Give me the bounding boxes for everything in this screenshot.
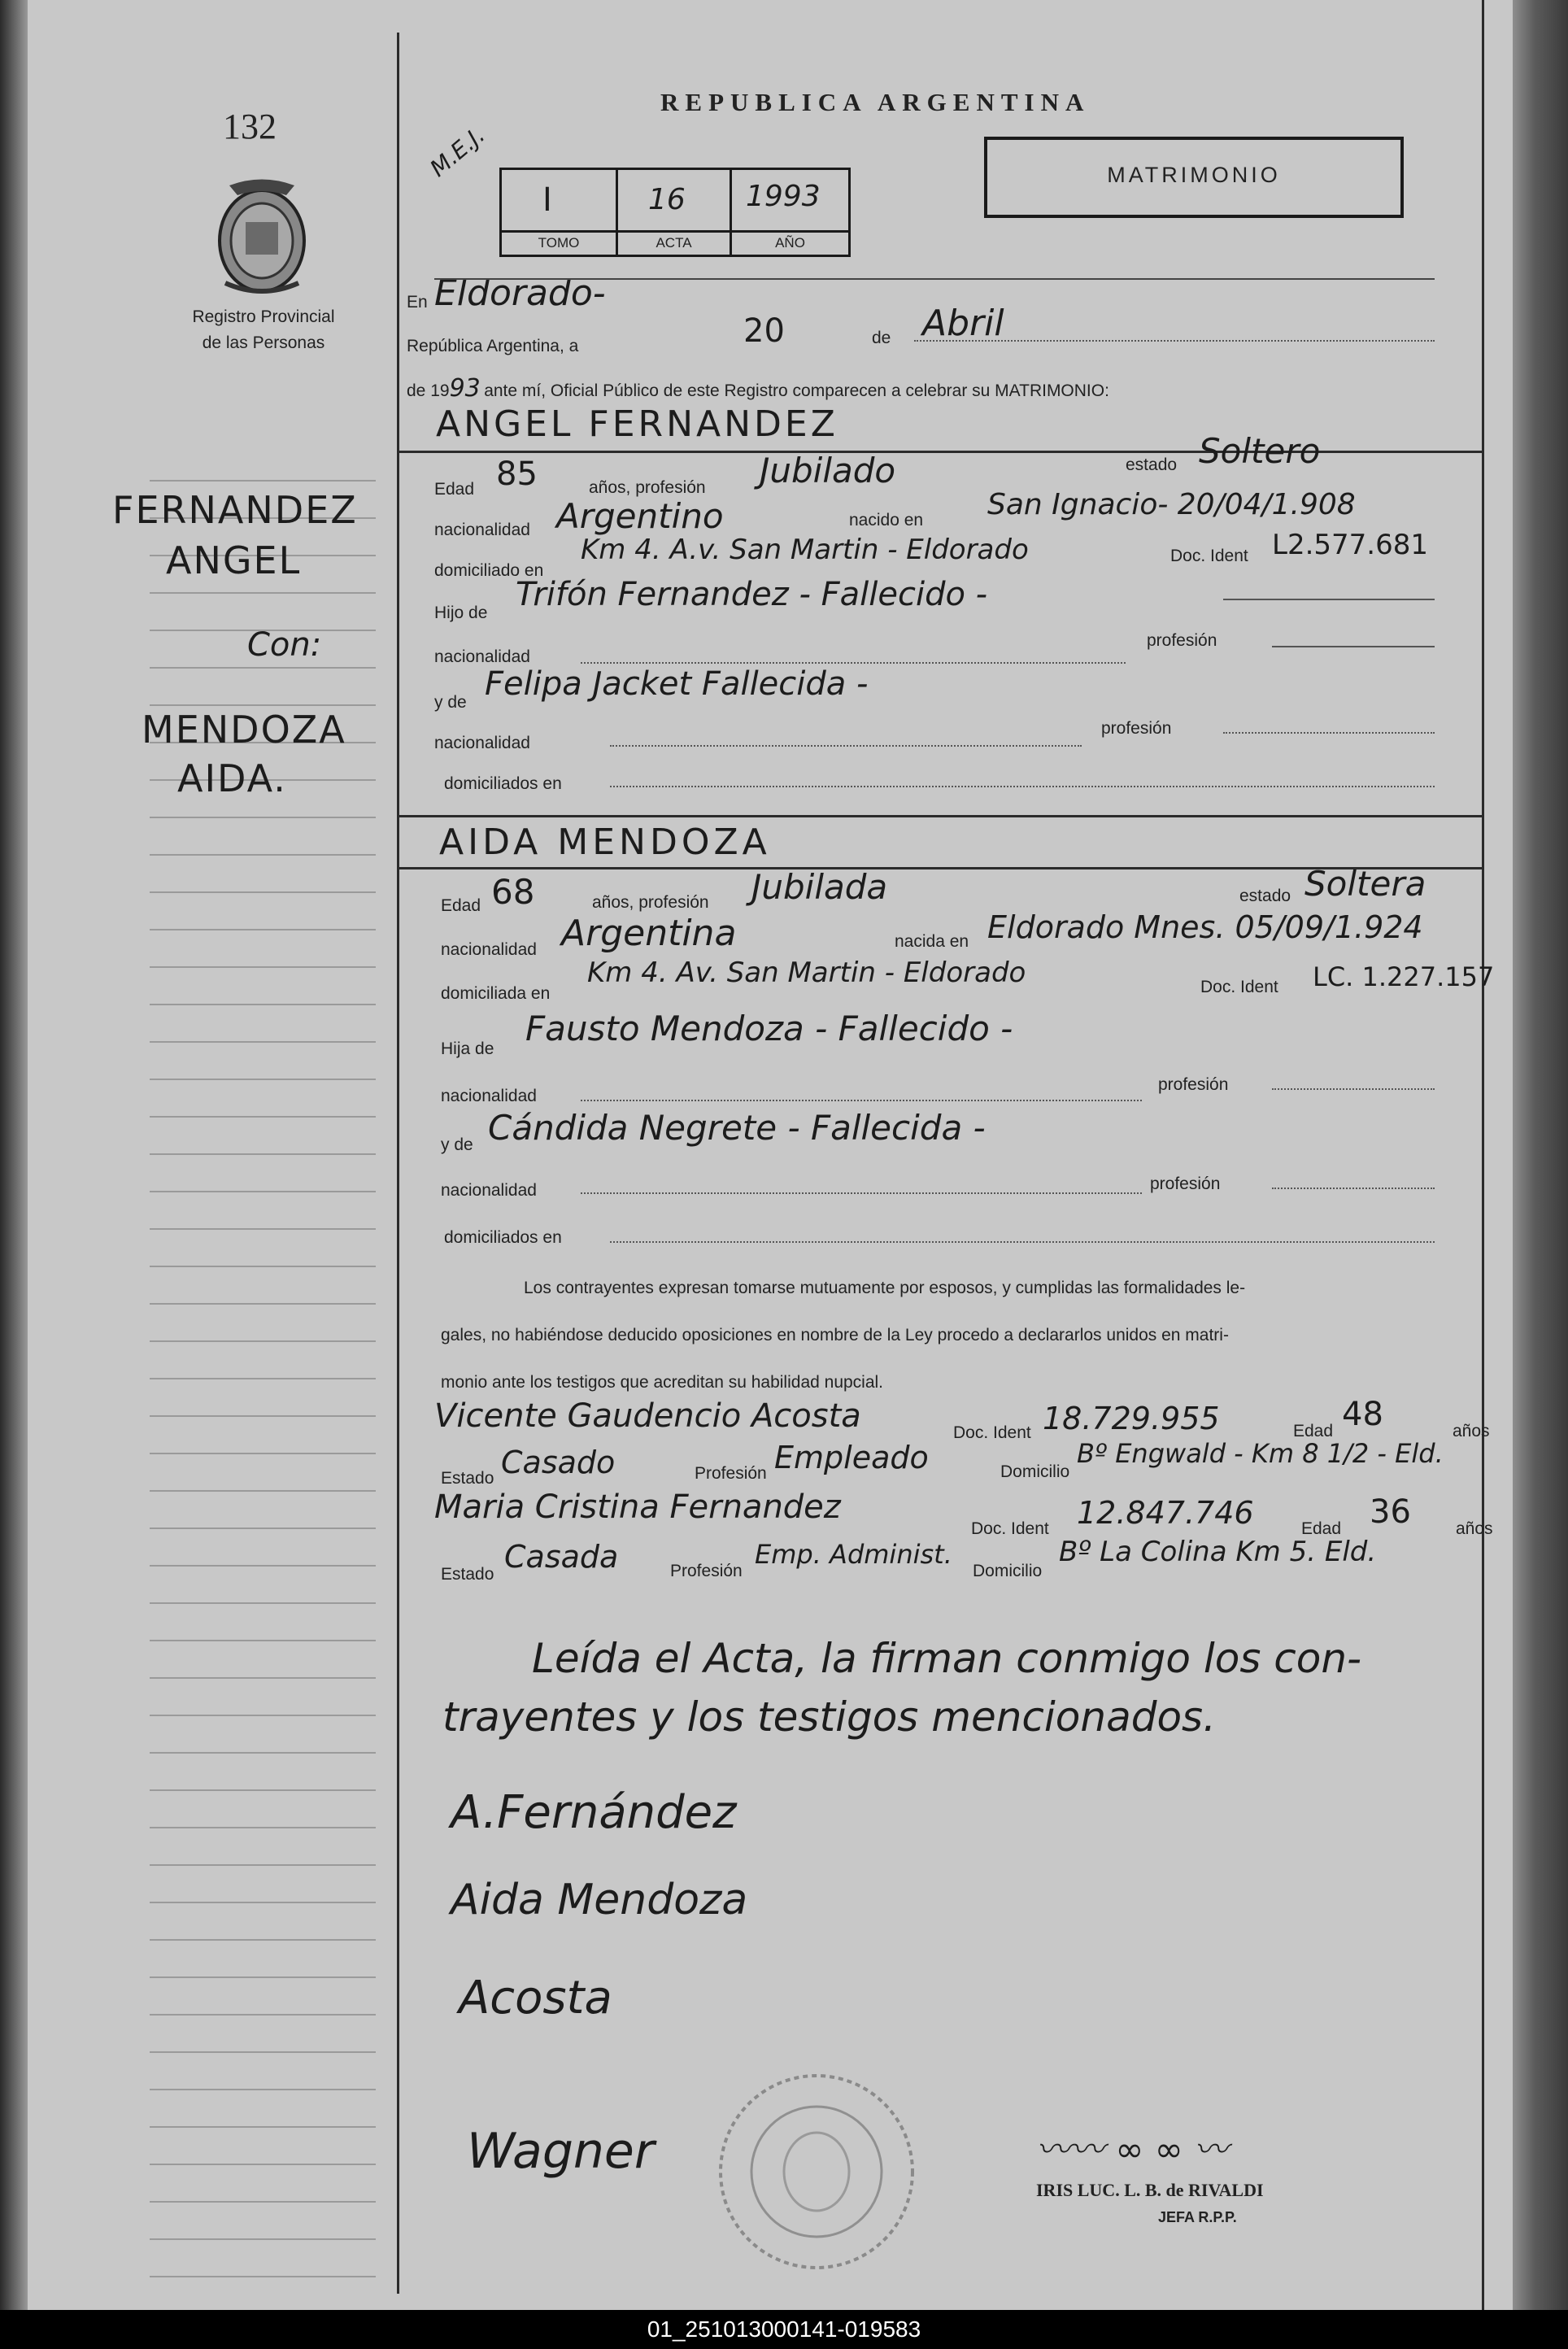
margin-rule-line	[150, 1303, 376, 1305]
groom-prof2-line	[1223, 732, 1435, 734]
margin-rule-line	[150, 1752, 376, 1754]
groom-nac-line	[581, 662, 1126, 664]
groom-profesion-value: Jubilado	[760, 451, 896, 490]
groom-nac2-label: nacionalidad	[434, 734, 530, 752]
declaration-line-1: Los contrayentes expresan tomarse mutuamente por esposos, y cumplidas las formalidades le-	[524, 1279, 1246, 1297]
witness2-profesion-value: Emp. Administ.	[755, 1539, 952, 1570]
margin-rule-line	[150, 2014, 376, 2016]
margin-rule-line	[150, 1976, 376, 1978]
witness1-edad-value: 48	[1342, 1396, 1383, 1433]
closing-line-1: Leída el Acta, la firman conmigo los con-	[532, 1635, 1362, 1682]
intro-line	[407, 374, 1109, 403]
country-title: REPUBLICA ARGENTINA	[660, 88, 1091, 116]
groom-nacido-value: San Ignacio- 20/04/1.908	[987, 488, 1356, 521]
margin-border-line	[397, 33, 399, 2294]
bride-prof2-label: profesión	[1150, 1174, 1221, 1193]
groom-profesion-label: años, profesión	[589, 478, 706, 497]
margin-rule-line	[150, 1041, 376, 1043]
witness2-domicilio-value: Bº La Colina Km 5. Eld.	[1059, 1536, 1377, 1568]
groom-estado-value: Soltero	[1199, 431, 1321, 471]
witness2-profesion-label: Profesión	[670, 1562, 743, 1580]
bride-domiciliada-label: domiciliada en	[441, 984, 551, 1003]
month-line	[914, 340, 1435, 342]
groom-domiciliados-line	[610, 786, 1435, 787]
bride-top-rule	[399, 815, 1482, 817]
margin-con: Con:	[247, 626, 322, 664]
margin-rule-line	[150, 1715, 376, 1716]
groom-padre-value: Trifón Fernandez - Fallecido -	[516, 576, 988, 613]
witness1-profesion-label: Profesión	[695, 1464, 767, 1483]
margin-rule-line	[150, 1827, 376, 1828]
registry-line-2: de las Personas	[202, 333, 325, 352]
witness2-anos-label: años	[1456, 1519, 1493, 1538]
groom-prof-line	[1272, 646, 1435, 647]
bride-prof-line	[1272, 1088, 1435, 1090]
margin-rule-line	[150, 1677, 376, 1679]
witness1-estado-value: Casado	[501, 1445, 616, 1480]
margin-rule-line	[150, 2276, 376, 2277]
margin-rule-line	[150, 1153, 376, 1155]
groom-nac-label: nacionalidad	[434, 647, 530, 666]
margin-groom-name: ANGEL	[166, 538, 302, 582]
margin-rule-line	[150, 1902, 376, 1903]
bride-hija-label: Hija de	[441, 1039, 494, 1058]
margin-rule-line	[150, 929, 376, 930]
bride-nac2-label: nacionalidad	[441, 1181, 537, 1200]
bride-nacionalidad-value: Argentina	[561, 913, 737, 954]
acta-label: ACTA	[656, 235, 692, 251]
groom-nac2-line	[610, 745, 1082, 747]
margin-rule-line	[150, 891, 376, 893]
witness1-edad-label: Edad	[1293, 1422, 1334, 1440]
witness1-domicilio-label: Domicilio	[1000, 1462, 1070, 1481]
bride-y-de-label: y de	[441, 1135, 473, 1154]
witness2-estado-label: Estado	[441, 1565, 494, 1584]
acta-value: 16	[648, 183, 686, 216]
year-suffix: 93	[449, 374, 481, 403]
groom-prof-label: profesión	[1147, 631, 1217, 650]
margin-rule-line	[150, 966, 376, 968]
day-value: 20	[743, 312, 785, 350]
closing-line-2: trayentes y los testigos mencionados.	[442, 1693, 1216, 1741]
groom-estado-label: estado	[1126, 455, 1178, 474]
place-line	[434, 278, 1435, 280]
official-stamp-title: JEFA R.P.P.	[1158, 2209, 1237, 2225]
margin-rule-line	[150, 704, 376, 706]
groom-doc-label: Doc. Ident	[1170, 547, 1248, 565]
margin-rule-line	[150, 1116, 376, 1118]
record-type-label: MATRIMONIO	[1107, 163, 1281, 187]
witness2-edad-value: 36	[1370, 1493, 1411, 1531]
margin-rule-line	[150, 1640, 376, 1641]
de-label: de	[872, 329, 891, 347]
margin-rule-line	[150, 592, 376, 594]
republica-label: República Argentina, a	[407, 337, 579, 355]
bride-nac-line	[581, 1100, 1142, 1101]
month-value: Abril	[922, 303, 1004, 344]
en-label: En	[407, 293, 428, 312]
witness1-profesion-value: Empleado	[774, 1440, 929, 1475]
groom-nacido-label: nacido en	[849, 511, 924, 530]
bride-doc-value: LC. 1.227.157	[1313, 961, 1495, 992]
declaration-line-3: monio ante los testigos que acreditan su habilidad nupcial.	[441, 1373, 884, 1392]
margin-rule-line	[150, 2201, 376, 2203]
witness1-estado-label: Estado	[441, 1469, 494, 1488]
groom-nacionalidad-value: Argentino	[556, 496, 724, 536]
margin-rule-line	[150, 1228, 376, 1230]
groom-madre-value: Felipa Jacket Fallecida -	[485, 665, 869, 703]
provincial-emblem-icon	[205, 177, 319, 299]
bride-nacida-label: nacida en	[895, 932, 969, 951]
anio-label: AÑO	[775, 235, 805, 251]
margin-rule-line	[150, 1490, 376, 1492]
witness2-estado-value: Casada	[504, 1539, 619, 1575]
groom-domicilio-value: Km 4. A.v. San Martin - Eldorado	[581, 534, 1029, 566]
page-right-edge	[1513, 0, 1568, 2310]
margin-rule-line	[150, 1266, 376, 1267]
bride-name: AIDA MENDOZA	[439, 821, 771, 863]
witness1-name: Vicente Gaudencio Acosta	[434, 1397, 861, 1435]
margin-rule-line	[150, 2126, 376, 2128]
tomo-label: TOMO	[538, 235, 580, 251]
margin-rule-line	[150, 1528, 376, 1529]
tomo-value: I	[542, 181, 552, 219]
margin-rule-line	[150, 817, 376, 818]
witness2-name: Maria Cristina Fernandez	[434, 1488, 841, 1526]
official-stamp-name: IRIS LUC. L. B. de RIVALDI	[1036, 2180, 1264, 2200]
witness2-doc-value: 12.847.746	[1077, 1495, 1254, 1531]
bride-domiciliados-line	[610, 1241, 1435, 1243]
signature-witness-1: Acosta	[459, 1972, 612, 2024]
witness1-anos-label: años	[1453, 1422, 1490, 1440]
margin-rule-line	[150, 1939, 376, 1941]
margin-rule-line	[150, 1340, 376, 1342]
margin-rule-line	[150, 1415, 376, 1417]
bride-domicilio-value: Km 4. Av. San Martin - Eldorado	[587, 957, 1026, 989]
margin-rule-line	[150, 2238, 376, 2240]
reference-box	[499, 168, 851, 257]
registry-line-1: Registro Provincial	[192, 307, 335, 326]
margin-rule-line	[150, 1789, 376, 1791]
witness1-doc-label: Doc. Ident	[953, 1423, 1031, 1442]
groom-edad-label: Edad	[434, 480, 475, 499]
margin-rule-line	[150, 1378, 376, 1379]
image-caption: 01_251013000141-019583	[0, 2310, 1568, 2349]
bride-edad-label: Edad	[441, 896, 481, 915]
bride-nac-label: nacionalidad	[441, 1087, 537, 1105]
margin-rule-line	[150, 854, 376, 856]
witness2-doc-label: Doc. Ident	[971, 1519, 1049, 1538]
bride-padre-value: Fausto Mendoza - Fallecido -	[525, 1009, 1013, 1048]
anio-value: 1993	[746, 180, 821, 213]
bride-profesion-value: Jubilada	[751, 867, 888, 907]
year-prefix: de 19	[407, 381, 450, 400]
bride-profesion-label: años, profesión	[592, 893, 709, 912]
official-seal-icon	[711, 2066, 922, 2277]
groom-doc-value: L2.577.681	[1272, 529, 1428, 561]
witness1-doc-value: 18.729.955	[1043, 1401, 1220, 1436]
bride-nacida-value: Eldorado Mnes. 05/09/1.924	[987, 909, 1423, 945]
margin-rule-line	[150, 2051, 376, 2053]
bride-doc-label: Doc. Ident	[1200, 978, 1278, 996]
margin-rule-line	[150, 1453, 376, 1454]
book-spine	[0, 0, 28, 2310]
right-border-line	[1482, 0, 1484, 2310]
signature-groom: A.Fernández	[451, 1786, 737, 1839]
margin-rule-line	[150, 1191, 376, 1192]
margin-rule-line	[150, 1565, 376, 1567]
margin-rule-line	[150, 480, 376, 482]
bride-prof2-line	[1272, 1188, 1435, 1189]
intro-text: ante mí, Oficial Público de este Registro comparecen a celebrar su MATRIMONIO:	[484, 381, 1109, 400]
margin-rule-line	[150, 2089, 376, 2090]
groom-padre-line	[1223, 599, 1435, 600]
signature-bride: Aida Mendoza	[451, 1876, 748, 1924]
margin-rule-line	[150, 1602, 376, 1604]
bride-domiciliados-label: domiciliados en	[444, 1228, 562, 1247]
bride-nacionalidad-label: nacionalidad	[441, 940, 537, 959]
margin-bride-name: AIDA.	[177, 756, 287, 800]
bride-estado-label: estado	[1239, 887, 1291, 905]
bride-edad-value: 68	[491, 872, 535, 912]
groom-name: ANGEL FERNANDEZ	[436, 403, 838, 445]
margin-bride-surname: MENDOZA	[142, 708, 346, 752]
groom-edad-value: 85	[496, 455, 538, 493]
declaration-line-2: gales, no habiéndose deducido oposiciones en nombre de la Ley procedo a declararlos unidos en matri-	[441, 1326, 1229, 1344]
official-signature: 〰〰 ∞ ∞ 〰	[1036, 2129, 1229, 2169]
bride-nac2-line	[581, 1192, 1142, 1194]
page-number: 132	[223, 107, 277, 146]
witness2-domicilio-label: Domicilio	[973, 1562, 1043, 1580]
groom-hijo-label: Hijo de	[434, 604, 488, 622]
margin-rule-line	[150, 1004, 376, 1005]
groom-nacionalidad-label: nacionalidad	[434, 521, 530, 539]
witness2-edad-label: Edad	[1301, 1519, 1342, 1538]
groom-y-de-label: y de	[434, 693, 467, 712]
register-page	[28, 0, 1513, 2310]
place-value: Eldorado-	[434, 272, 606, 314]
groom-domiciliados-label: domiciliados en	[444, 774, 562, 793]
record-type-box	[984, 137, 1404, 218]
margin-groom-surname: FERNANDEZ	[112, 488, 358, 532]
bride-estado-value: Soltera	[1304, 864, 1426, 904]
bride-prof-label: profesión	[1158, 1075, 1229, 1094]
margin-rule-line	[150, 2164, 376, 2165]
annotation-initials: M.E.J.	[425, 121, 490, 182]
signature-witness-2: Wagner	[467, 2123, 655, 2180]
margin-rule-line	[150, 1864, 376, 1866]
groom-prof2-label: profesión	[1101, 719, 1172, 738]
groom-domiciliado-label: domiciliado en	[434, 561, 544, 580]
bride-madre-value: Cándida Negrete - Fallecida -	[488, 1108, 986, 1148]
witness1-domicilio-value: Bº Engwald - Km 8 1/2 - Eld.	[1077, 1438, 1444, 1469]
margin-rule-line	[150, 667, 376, 669]
margin-rule-line	[150, 1079, 376, 1080]
